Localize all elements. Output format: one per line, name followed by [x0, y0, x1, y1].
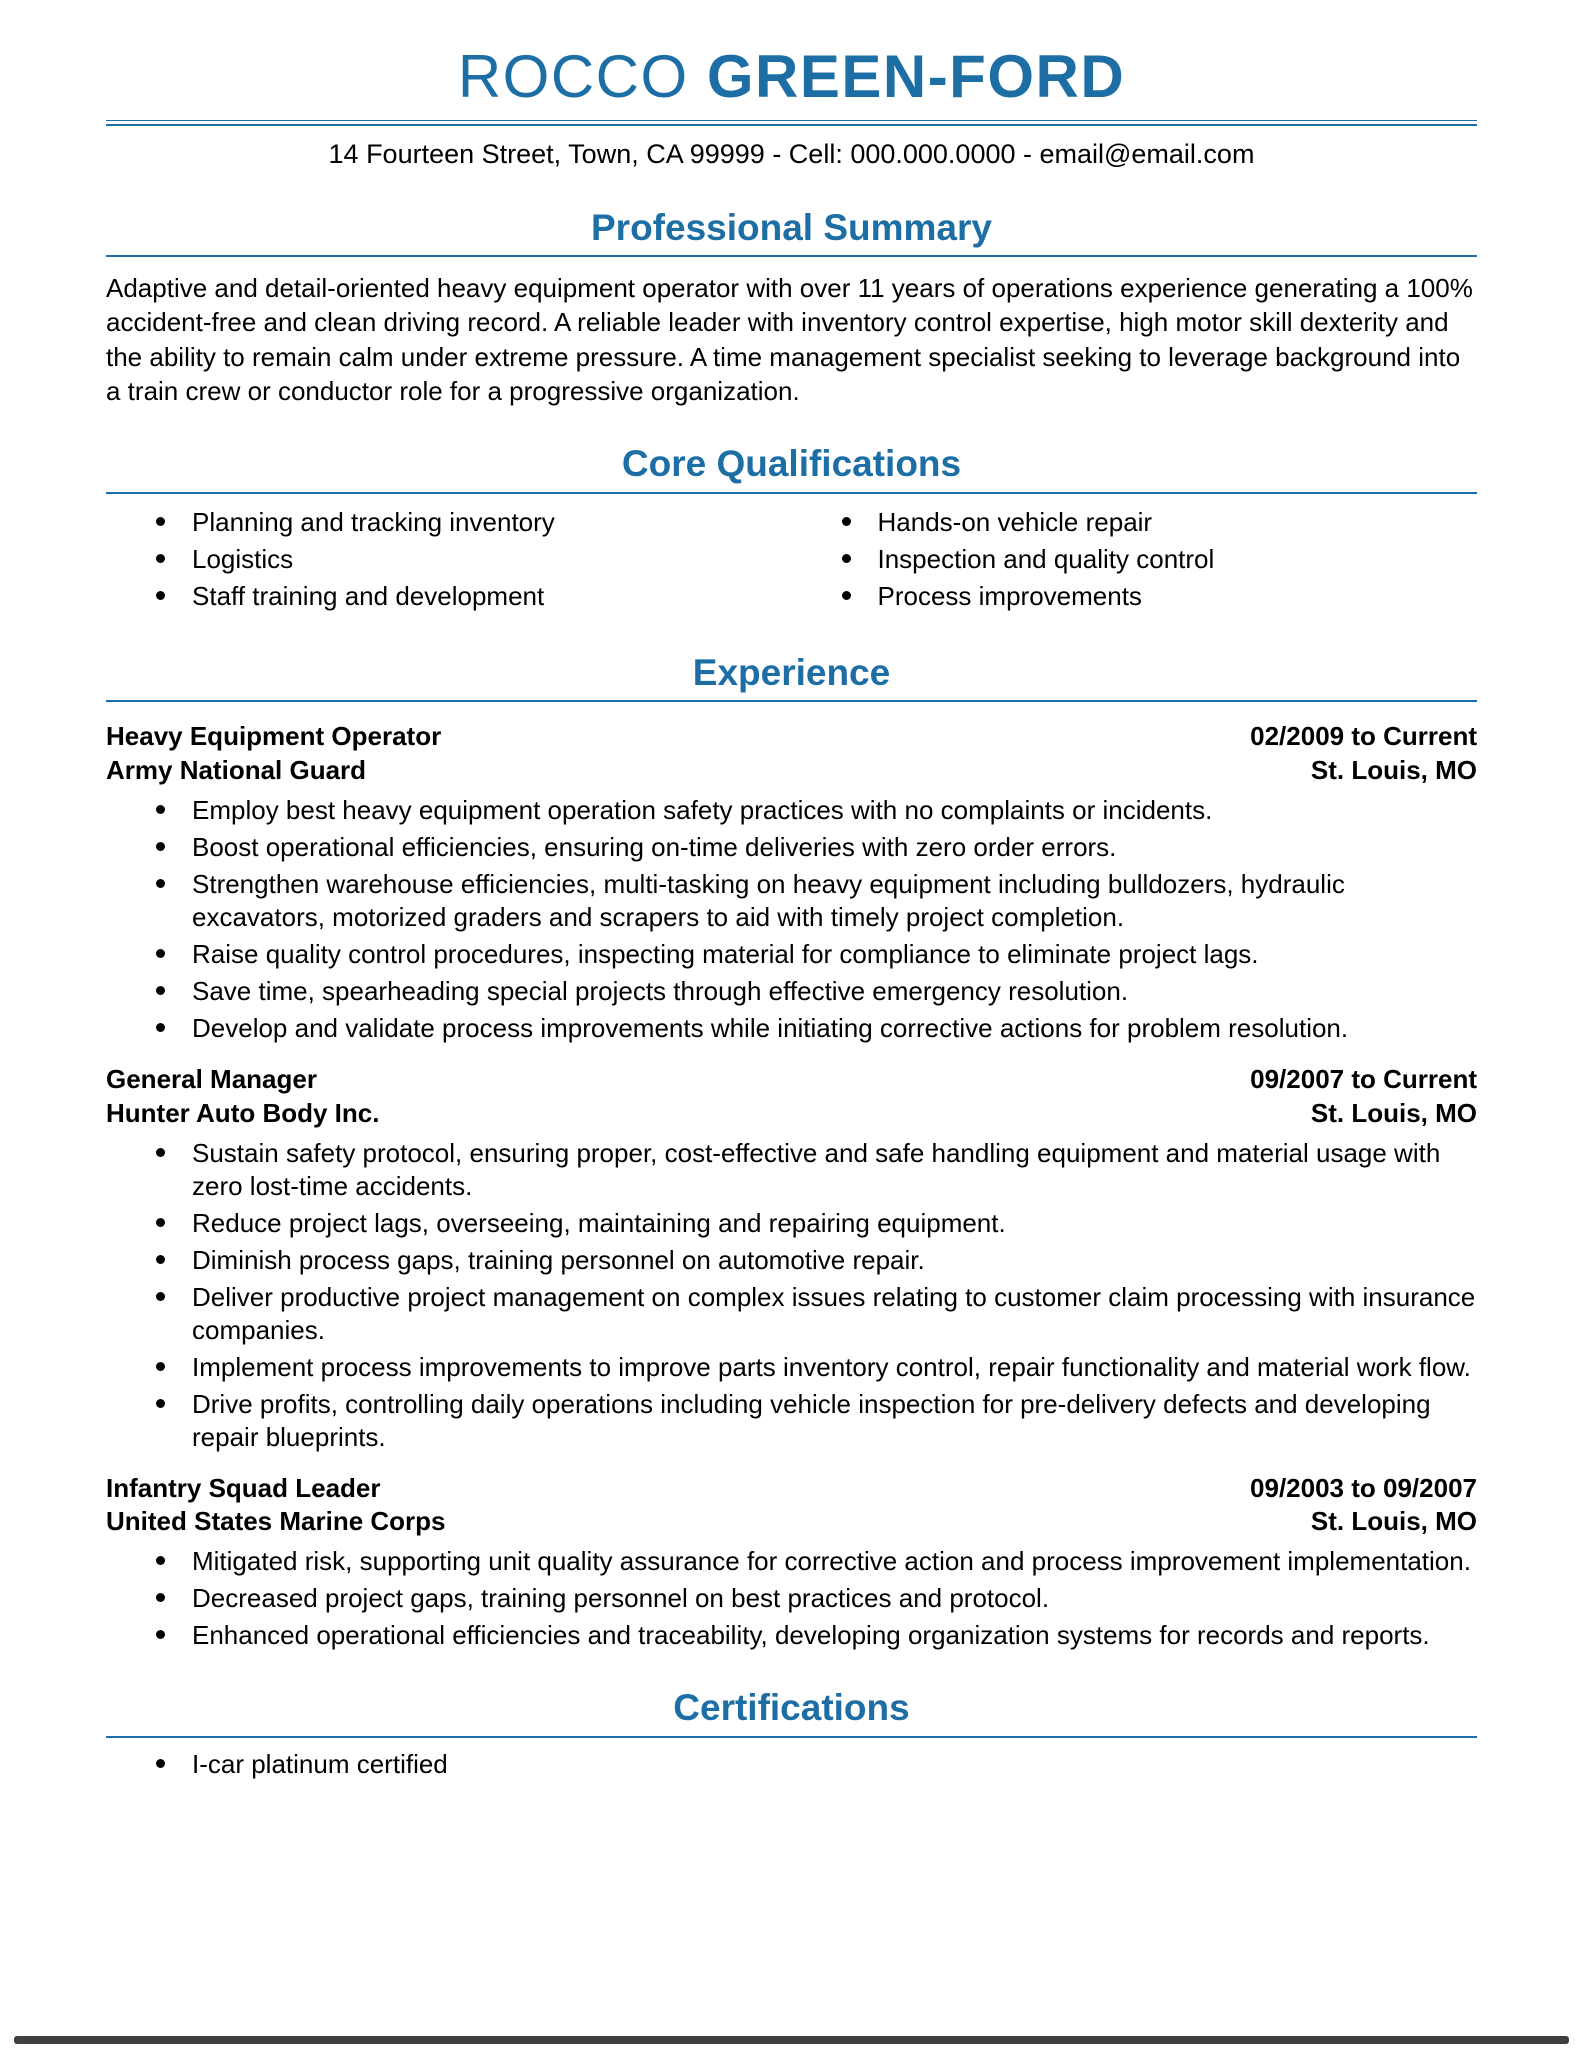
candidate-last-name: GREEN-FORD	[706, 43, 1126, 110]
job-bullet: Decreased project gaps, training personnel on best practices and protocol.	[150, 1582, 1477, 1615]
certifications-list	[106, 1748, 1477, 1781]
qualification-item: Hands-on vehicle repair	[836, 506, 1478, 539]
job-dates: 09/2003 to 09/2007	[1250, 1472, 1477, 1503]
job-company: Army National Guard	[106, 755, 367, 786]
job-bullet: Raise quality control procedures, inspecting material for compliance to eliminate project lags.	[150, 938, 1477, 971]
qualifications-right-column	[792, 506, 1478, 617]
job-title: Heavy Equipment Operator	[106, 721, 442, 752]
job-bullet-list	[106, 1137, 1477, 1454]
qualification-item: Process improvements	[836, 580, 1478, 613]
job-company-row	[106, 1097, 1477, 1131]
contact-line: 14 Fourteen Street, Town, CA 99999 - Cell: 000.000.0000 - email@email.com	[328, 139, 1255, 169]
job-title-row	[106, 1063, 1477, 1097]
job-bullet: Save time, spearheading special projects through effective emergency resolution.	[150, 975, 1477, 1008]
job-bullet: Reduce project lags, overseeing, maintaining and repairing equipment.	[150, 1207, 1477, 1240]
job-company-row	[106, 754, 1477, 788]
job-company: United States Marine Corps	[106, 1506, 446, 1537]
job-dates: 09/2007 to Current	[1250, 1063, 1477, 1094]
qualification-item: Staff training and development	[150, 580, 792, 613]
job-company: Hunter Auto Body Inc.	[106, 1097, 380, 1128]
resume-header	[106, 44, 1477, 172]
job-title: General Manager	[106, 1063, 317, 1094]
job-bullet: Develop and validate process improvements while initiating corrective actions for problem resolution.	[150, 1012, 1477, 1045]
job-bullet: Employ best heavy equipment operation safety practices with no complaints or incidents.	[150, 794, 1477, 827]
job-dates: 02/2009 to Current	[1250, 721, 1477, 752]
section-certifications	[106, 1686, 1477, 1780]
qualification-item: Logistics	[150, 543, 792, 576]
job-bullet: Boost operational efficiencies, ensuring on-time deliveries with zero order errors.	[150, 831, 1477, 864]
section-core-qualifications	[106, 442, 1477, 616]
qualification-item: Inspection and quality control	[836, 543, 1478, 576]
header-divider	[106, 120, 1477, 126]
certifications-section-divider	[106, 1736, 1477, 1738]
qualifications-section-divider	[106, 492, 1477, 494]
certification-item: I-car platinum certified	[150, 1748, 1477, 1781]
experience-section-title: Experience	[692, 651, 891, 693]
qualification-item: Planning and tracking inventory	[150, 506, 792, 539]
job-bullet: Sustain safety protocol, ensuring proper, cost-effective and safe handling equipment and material usage with zero lost-time accidents.	[150, 1137, 1477, 1203]
page-bottom-edge	[14, 2036, 1569, 2044]
qualifications-section-title: Core Qualifications	[621, 443, 962, 485]
job-entry	[106, 1063, 1477, 1454]
job-bullet: Enhanced operational efficiencies and traceability, developing organization systems for records and reports.	[150, 1619, 1477, 1652]
job-location: St. Louis, MO	[1310, 1506, 1477, 1537]
job-entry	[106, 1472, 1477, 1653]
job-location: St. Louis, MO	[1310, 1097, 1477, 1128]
job-title-row	[106, 1472, 1477, 1506]
experience-section-divider	[106, 700, 1477, 702]
job-entry	[106, 720, 1477, 1045]
summary-section-divider	[106, 255, 1477, 257]
job-bullet: Drive profits, controlling daily operations including vehicle inspection for pre-delivery defects and developing repair blueprints.	[150, 1388, 1477, 1454]
job-bullet: Diminish process gaps, training personnel on automotive repair.	[150, 1244, 1477, 1277]
job-bullet: Deliver productive project management on complex issues relating to customer claim processing with insurance companies.	[150, 1281, 1477, 1347]
job-title: Infantry Squad Leader	[106, 1472, 381, 1503]
section-professional-summary	[106, 206, 1477, 409]
qualifications-columns	[106, 496, 1477, 617]
job-bullet-list	[106, 1545, 1477, 1652]
candidate-first-name: ROCCO	[457, 43, 689, 110]
certifications-section-title: Certifications	[673, 1687, 910, 1729]
job-bullet: Mitigated risk, supporting unit quality assurance for corrective action and process improvement implementation.	[150, 1545, 1477, 1578]
qualifications-left-column	[106, 506, 792, 617]
job-company-row	[106, 1505, 1477, 1539]
job-title-row	[106, 720, 1477, 754]
job-bullet-list	[106, 794, 1477, 1045]
job-location: St. Louis, MO	[1310, 755, 1477, 786]
section-experience	[106, 651, 1477, 1652]
job-bullet: Implement process improvements to improve parts inventory control, repair functionality and material work flow.	[150, 1351, 1477, 1384]
job-bullet: Strengthen warehouse efficiencies, multi-tasking on heavy equipment including bulldozers, hydraulic excavators, motorized graders and scrapers to aid with timely project completion.	[150, 868, 1477, 934]
summary-text: Adaptive and detail-oriented heavy equipment operator with over 11 years of operations experience generating a 100% accident-free and clean driving record. A reliable leader with inventory control expertise, high motor skill dexterity and the ability to remain calm under extreme pressure. A time management specialist seeking to leverage background into a train crew or conductor role for a progressive organization.	[106, 273, 1473, 407]
summary-section-title: Professional Summary	[591, 206, 992, 248]
candidate-name	[106, 44, 1477, 110]
